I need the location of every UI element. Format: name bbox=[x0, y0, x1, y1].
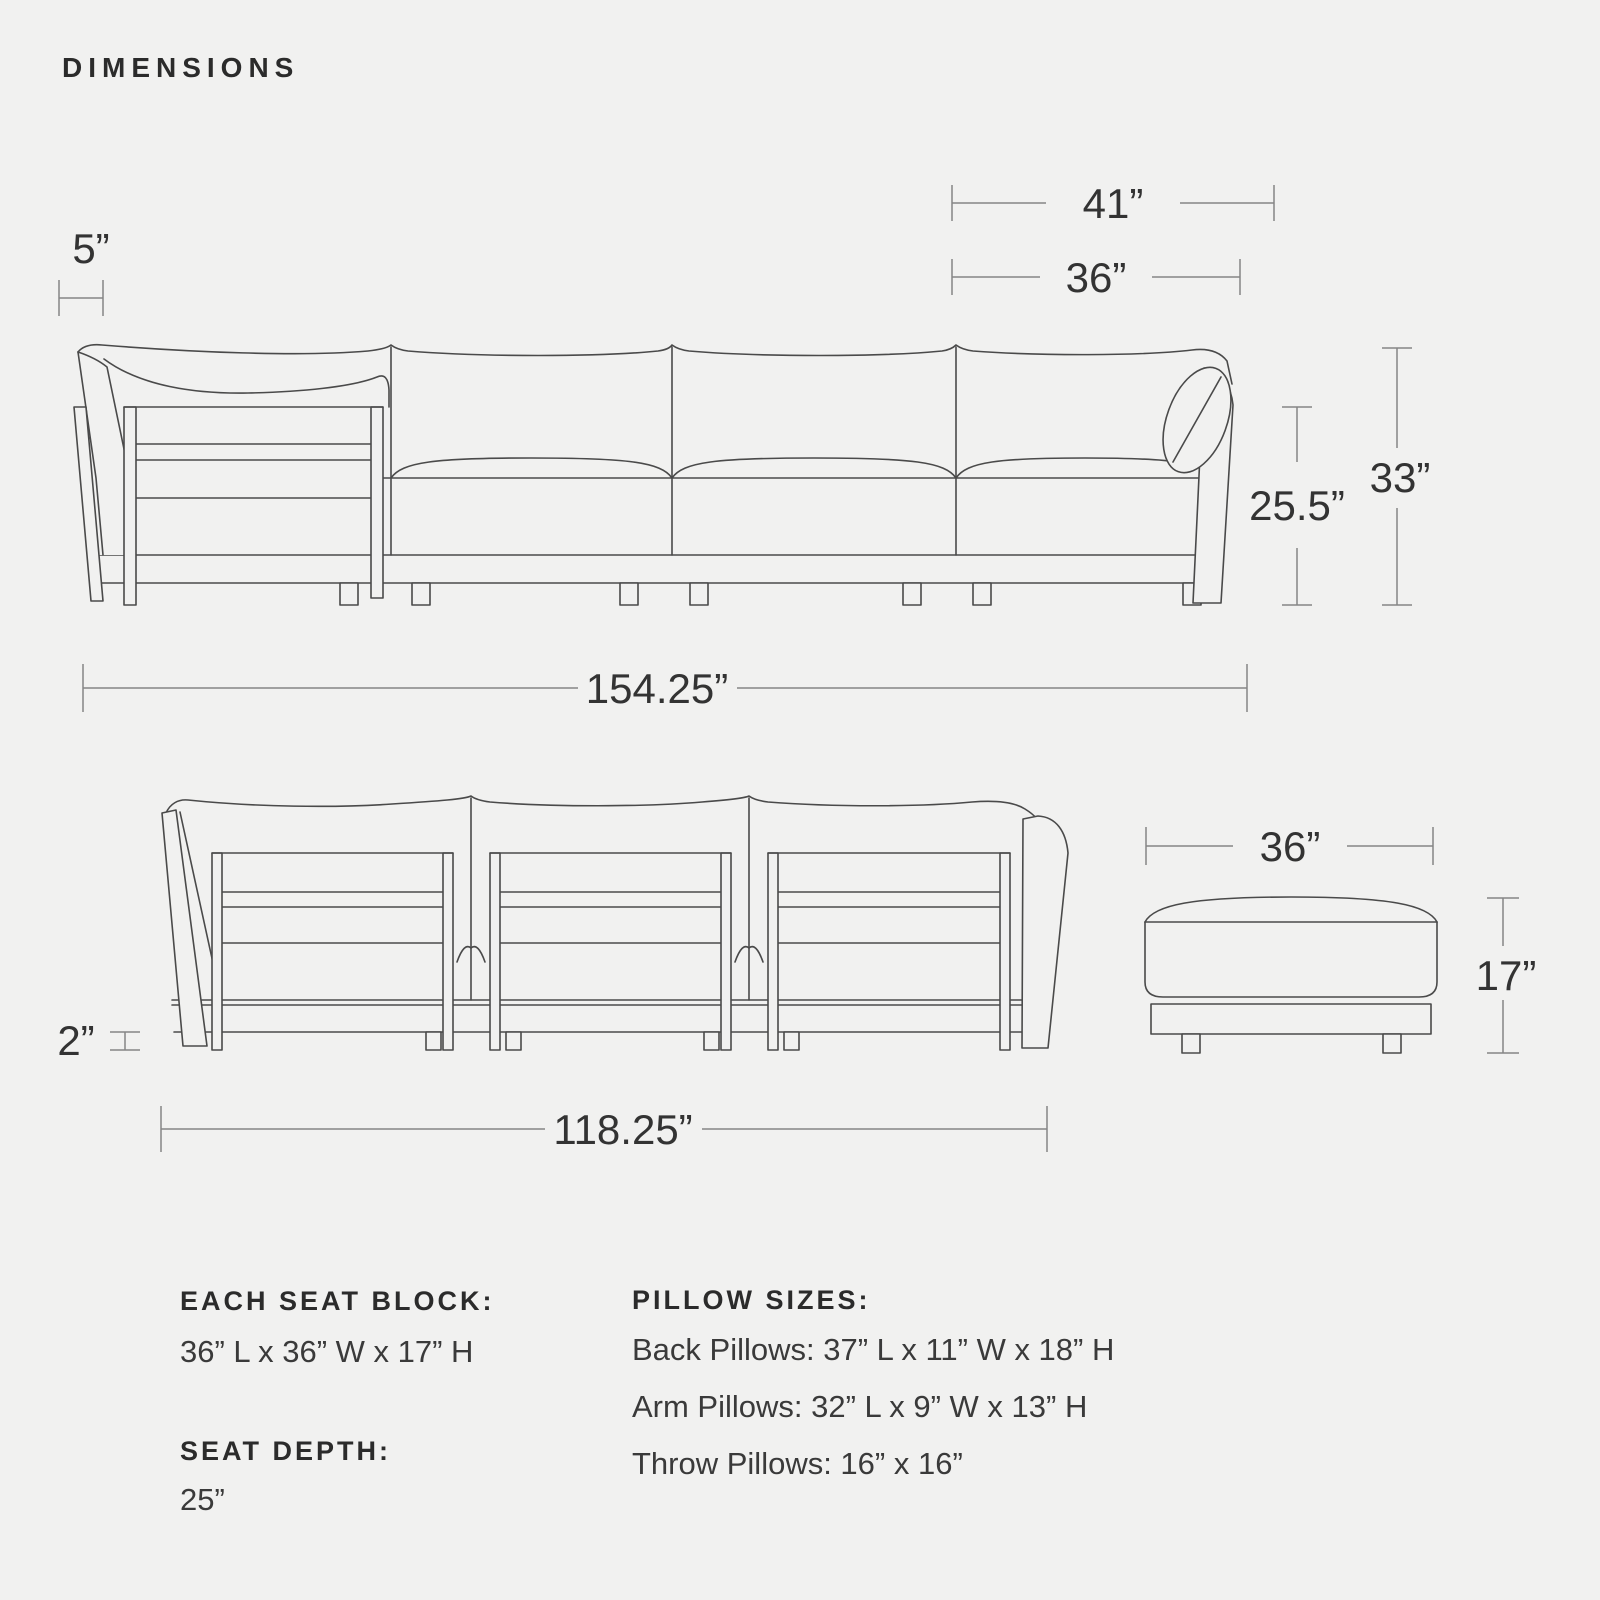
dim-overall-length bbox=[83, 664, 1247, 712]
dim-overall-height bbox=[1370, 348, 1431, 605]
dim-leg-height bbox=[57, 1017, 140, 1064]
spec-pillow-throw: Throw Pillows: 16” x 16” bbox=[632, 1446, 963, 1481]
ottoman-cushion-dome bbox=[1145, 897, 1437, 922]
dim-ottoman-height bbox=[1476, 898, 1537, 1053]
frame-post bbox=[443, 853, 453, 1050]
dim-arm-width bbox=[59, 225, 110, 316]
dim-end-seat-with-arm bbox=[952, 180, 1274, 227]
ottoman-leg bbox=[1182, 1034, 1200, 1053]
side-leg bbox=[620, 583, 638, 605]
back-leg bbox=[426, 1032, 441, 1050]
side-seat-cushion-arc bbox=[672, 458, 956, 478]
back-leg bbox=[506, 1032, 521, 1050]
sofa-back-view bbox=[162, 796, 1068, 1050]
back-frame-section bbox=[768, 853, 1010, 1050]
side-seat-cushion-arc bbox=[391, 458, 672, 478]
back-frame-section bbox=[490, 853, 731, 1050]
back-left-arm-panel bbox=[162, 810, 207, 1046]
dim-seat-back-height bbox=[1249, 407, 1345, 605]
dim-label-back-overall-length: 118.25” bbox=[553, 1106, 693, 1153]
dim-line bbox=[59, 280, 103, 316]
frame-post bbox=[490, 853, 500, 1050]
ottoman-base bbox=[1151, 1004, 1431, 1034]
corner-frame-post bbox=[124, 407, 136, 605]
back-frame-section bbox=[212, 853, 453, 1050]
ottoman-view bbox=[1145, 897, 1437, 1053]
dim-ottoman-width bbox=[1146, 823, 1433, 870]
dim-back-overall-length bbox=[161, 1106, 1047, 1153]
spec-pillows-label: PILLOW SIZES: bbox=[632, 1285, 871, 1315]
ottoman-leg bbox=[1383, 1034, 1401, 1053]
ottoman-cushion-body bbox=[1145, 922, 1437, 997]
side-leg bbox=[412, 583, 430, 605]
back-right-arm-panel bbox=[1022, 816, 1068, 1048]
frame-rail bbox=[500, 892, 721, 943]
side-leg bbox=[340, 583, 358, 605]
side-leg bbox=[973, 583, 991, 605]
spec-seat-depth-label: SEAT DEPTH: bbox=[180, 1436, 392, 1466]
back-leg bbox=[704, 1032, 719, 1050]
dim-label-seat-width: 36” bbox=[1065, 254, 1127, 301]
dim-line bbox=[110, 1032, 140, 1050]
ottoman-dimensions bbox=[1146, 823, 1536, 1053]
dim-seat-width bbox=[952, 254, 1240, 301]
dim-label-ottoman-height: 17” bbox=[1475, 952, 1537, 999]
dim-label-ottoman-width: 36” bbox=[1259, 823, 1321, 870]
dim-label-seat-back-height: 25.5” bbox=[1249, 482, 1345, 529]
frame-rail bbox=[222, 892, 443, 943]
spec-seat-depth-value: 25” bbox=[180, 1482, 225, 1517]
frame-rail bbox=[778, 892, 1000, 943]
dim-label-arm-width: 5” bbox=[72, 225, 110, 272]
side-leg bbox=[690, 583, 708, 605]
dim-label-leg-height: 2” bbox=[57, 1017, 95, 1064]
back-leg bbox=[784, 1032, 799, 1050]
spec-seat-block-label: EACH SEAT BLOCK: bbox=[180, 1286, 495, 1316]
page-title: DIMENSIONS bbox=[62, 52, 300, 83]
dim-label-overall-height: 33” bbox=[1369, 454, 1431, 501]
sofa-side-view bbox=[74, 345, 1244, 605]
dim-label-end-seat-with-arm: 41” bbox=[1082, 180, 1144, 227]
spec-pillow-arm: Arm Pillows: 32” L x 9” W x 13” H bbox=[632, 1389, 1088, 1424]
spec-seat-block-value: 36” L x 36” W x 17” H bbox=[180, 1334, 474, 1369]
specs bbox=[180, 1285, 1114, 1517]
spec-pillow-back: Back Pillows: 37” L x 11” W x 18” H bbox=[632, 1332, 1115, 1367]
side-back-cushions-top-edge bbox=[78, 345, 1232, 384]
back-cushions-top-edge bbox=[166, 796, 1036, 818]
side-leg bbox=[903, 583, 921, 605]
frame-post bbox=[212, 853, 222, 1050]
frame-post bbox=[721, 853, 731, 1050]
corner-frame-post bbox=[371, 407, 383, 598]
dim-label-overall-length: 154.25” bbox=[585, 665, 729, 712]
frame-post bbox=[1000, 853, 1010, 1050]
frame-post bbox=[768, 853, 778, 1050]
corner-cushion-inner-edge bbox=[104, 359, 389, 407]
